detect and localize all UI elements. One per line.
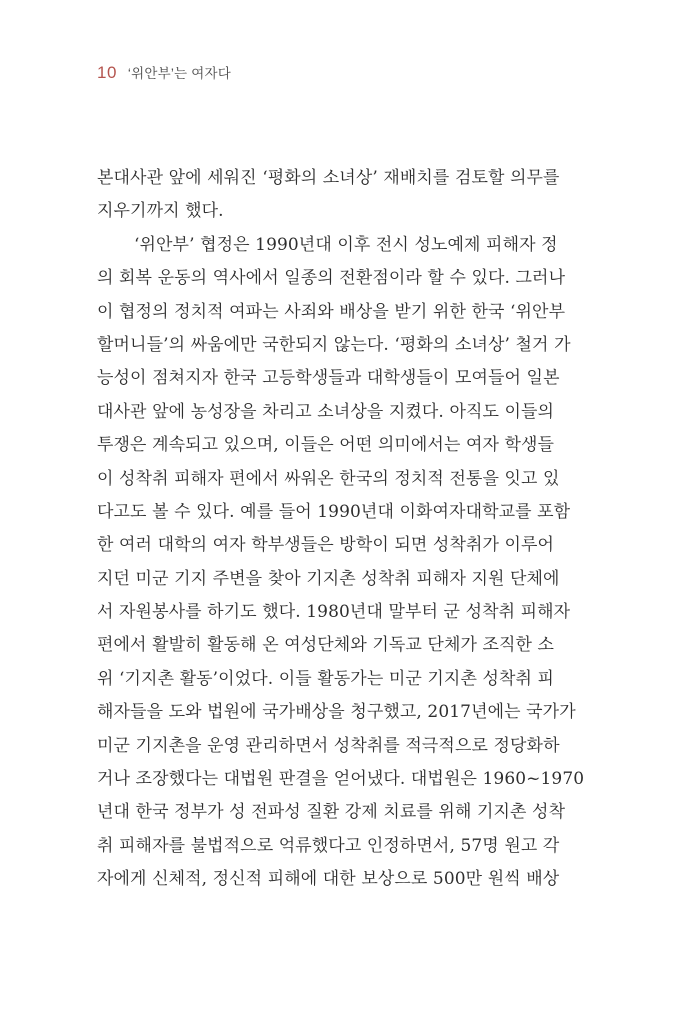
text-line: 능성이 점쳐지자 한국 고등학생들과 대학생들이 모여들어 일본 bbox=[97, 368, 560, 389]
text-line: 한 여러 대학의 여자 학부생들은 방학이 되면 성착취가 이루어 bbox=[97, 535, 555, 556]
text-line: 자에게 신체적, 정신적 피해에 대한 보상으로 500만 원씩 배상 bbox=[97, 869, 560, 890]
text-line: ‘위안부’ 협정은 1990년대 이후 전시 성노예제 피해자 정 bbox=[134, 234, 558, 255]
running-title: ‘위안부’는 여자다 bbox=[127, 66, 231, 81]
text-line: 편에서 활발히 활동해 온 여성단체와 기독교 단체가 조직한 소 bbox=[97, 635, 555, 656]
text-line: 거나 조장했다는 대법원 판결을 얻어냈다. 대법원은 1960~1970 bbox=[97, 769, 585, 790]
text-line: 해자들을 도와 법원에 국가배상을 청구했고, 2017년에는 국가가 bbox=[97, 702, 576, 723]
text-line: 취 피해자를 불법적으로 억류했다고 인정하면서, 57명 원고 각 bbox=[97, 835, 560, 856]
page-number: 10 bbox=[97, 63, 117, 82]
text-line: 이 성착취 피해자 편에서 싸워온 한국의 정치적 전통을 잇고 있 bbox=[97, 468, 560, 489]
running-head bbox=[97, 62, 231, 83]
text-line: 다고도 볼 수 있다. 예를 들어 1990년대 이화여자대학교를 포함 bbox=[97, 501, 571, 522]
text-line: 투쟁은 계속되고 있으며, 이들은 어떤 의미에서는 여자 학생들 bbox=[97, 435, 555, 456]
text-line: 년대 한국 정부가 성 전파성 질환 강제 치료를 위해 기지촌 성착 bbox=[97, 802, 566, 823]
text-line: 지우기까지 했다. bbox=[97, 201, 224, 222]
text-line: 본대사관 앞에 세워진 ‘평화의 소녀상’ 재배치를 검토할 의무를 bbox=[97, 168, 560, 188]
text-line: 서 자원봉사를 하기도 했다. 1980년대 말부터 군 성착취 피해자 bbox=[97, 602, 571, 623]
text-line: 할머니들’의 싸움에만 국한되지 않는다. ‘평화의 소녀상’ 철거 가 bbox=[97, 334, 571, 355]
text-line: 대사관 앞에 농성장을 차리고 소녀상을 지켰다. 아직도 이들의 bbox=[97, 401, 555, 422]
body-text-block bbox=[97, 162, 585, 897]
text-line: 지던 미군 기지 주변을 찾아 기지촌 성착취 피해자 지원 단체에 bbox=[97, 568, 560, 589]
text-line: 의 회복 운동의 역사에서 일종의 전환점이라 할 수 있다. 그러나 bbox=[97, 268, 566, 289]
text-line: 위 ‘기지촌 활동’이었다. 이들 활동가는 미군 기지촌 성착취 피 bbox=[97, 668, 555, 689]
text-line: 이 협정의 정치적 여파는 사죄와 배상을 받기 위한 한국 ‘위안부 bbox=[97, 301, 566, 322]
text-line: 미군 기지촌을 운영 관리하면서 성착취를 적극적으로 정당화하 bbox=[97, 735, 560, 756]
